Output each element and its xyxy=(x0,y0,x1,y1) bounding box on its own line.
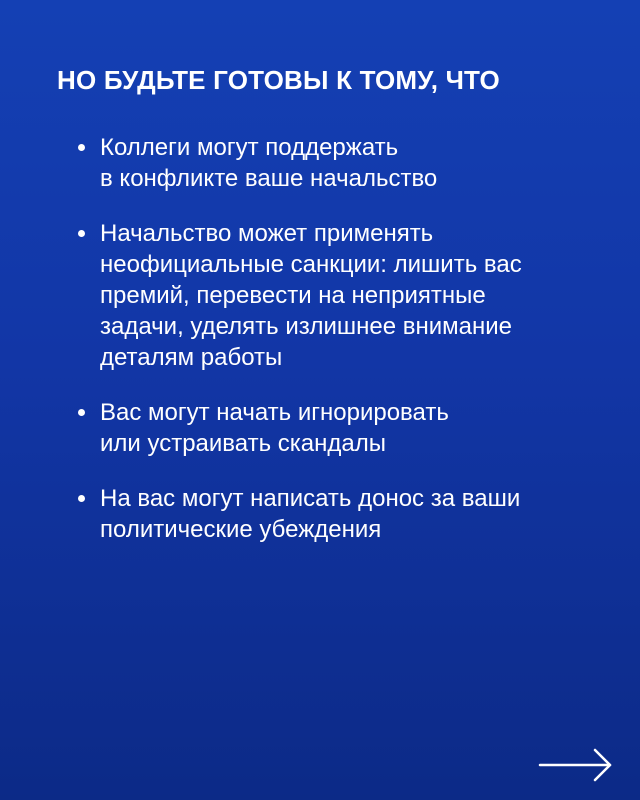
bullet-list xyxy=(78,132,598,569)
bullet-item xyxy=(78,483,598,545)
bullet-dot-icon xyxy=(78,409,85,416)
arrow-right-icon xyxy=(537,744,615,786)
bullet-item xyxy=(78,218,598,373)
bullet-item xyxy=(78,132,598,194)
bullet-text-line: задачи, уделять излишнее внимание xyxy=(100,313,513,340)
bullet-text-line: деталям работы xyxy=(100,344,283,371)
bullet-item xyxy=(78,397,598,459)
bullet-dot-icon xyxy=(78,230,85,237)
bullet-dot-icon xyxy=(78,144,85,151)
bullet-text-line: в конфликте ваше начальство xyxy=(100,165,438,192)
bullet-text-line: политические убеждения xyxy=(100,516,382,543)
bullet-text-line: Начальство может применять xyxy=(100,220,434,247)
bullet-text-line: премий, перевести на неприятные xyxy=(100,282,486,309)
next-slide-button[interactable] xyxy=(537,744,615,786)
bullet-text-line: или устраивать скандалы xyxy=(100,430,387,457)
bullet-text-line: неофициальные санкции: лишить вас xyxy=(100,251,522,278)
bullet-dot-icon xyxy=(78,495,85,502)
bullet-text-line: Вас могут начать игнорировать xyxy=(100,399,449,426)
slide-title: НО БУДЬТЕ ГОТОВЫ К ТОМУ, ЧТО xyxy=(57,65,500,95)
bullet-text-line: На вас могут написать донос за ваши xyxy=(100,485,521,512)
bullet-text-line: Коллеги могут поддержать xyxy=(100,134,399,161)
